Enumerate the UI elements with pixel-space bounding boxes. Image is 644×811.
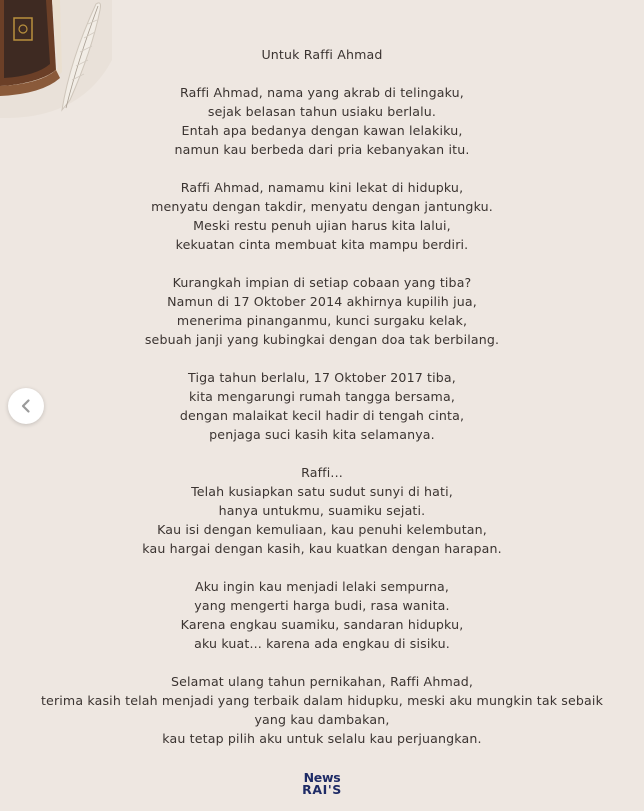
poem-stanzas — [40, 83, 604, 748]
poem-line: Kurangkah impian di setiap cobaan yang tiba? — [172, 275, 472, 290]
poem-line: Telah kusiapkan satu sudut sunyi di hati, — [191, 484, 453, 499]
poem-line: menerima pinanganmu, kunci surgaku kelak, — [176, 313, 468, 328]
stanza — [40, 577, 604, 653]
news-rais-logo — [296, 772, 348, 798]
poem-line: kita mengarungi rumah tangga bersama, — [188, 389, 455, 404]
poem-line: Tiga tahun berlalu, 17 Oktober 2017 tiba, — [188, 370, 456, 385]
poem-line: Karena engkau suamiku, sandaran hidupku, — [180, 617, 464, 632]
chevron-left-icon — [18, 398, 34, 414]
poem-line: penjaga suci kasih kita selamanya. — [209, 427, 435, 442]
poem-line: Raffi Ahmad, namamu kini lekat di hidupku, — [180, 180, 464, 195]
poem-title: Untuk Raffi Ahmad — [261, 47, 383, 62]
poem-line: terima kasih telah menjadi yang terbaik dalam hidupku, meski aku mungkin tak sebaik — [40, 693, 604, 708]
poem-line: kau hargai dengan kasih, kau kuatkan dengan harapan. — [142, 541, 502, 556]
stanza — [40, 463, 604, 558]
poem-line: namun kau berbeda dari pria kebanyakan itu. — [174, 142, 470, 157]
poem-line: Aku ingin kau menjadi lelaki sempurna, — [194, 579, 450, 594]
poem-line: aku kuat... karena ada engkau di sisiku. — [194, 636, 450, 651]
poem-line: kekuatan cinta membuat kita mampu berdiri. — [175, 237, 469, 252]
poem-line: Raffi Ahmad, nama yang akrab di telingaku, — [180, 85, 464, 100]
poem-line: Entah apa bedanya dengan kawan lelakiku, — [181, 123, 463, 138]
poem-line: Raffi... — [301, 465, 343, 480]
stanza — [40, 83, 604, 159]
poem-line: hanya untukmu, suamiku sejati. — [218, 503, 426, 518]
poem-line: sebuah janji yang kubingkai dengan doa tak berbilang. — [144, 332, 500, 347]
stanza — [40, 178, 604, 254]
stanza — [40, 273, 604, 349]
previous-slide-button[interactable] — [8, 388, 44, 424]
poem — [40, 45, 604, 767]
poem-line: kau tetap pilih aku untuk selalu kau perjuangkan. — [162, 731, 482, 746]
poem-line: menyatu dengan takdir, menyatu dengan jantungku. — [151, 199, 493, 214]
stanza — [40, 368, 604, 444]
poem-line: yang mengerti harga budi, rasa wanita. — [194, 598, 450, 613]
poem-line: Kau isi dengan kemuliaan, kau penuhi kelembutan, — [157, 522, 487, 537]
logo-line-1: News — [303, 770, 341, 785]
logo-line-2: RAI'S — [302, 782, 342, 797]
stanza — [40, 672, 604, 748]
poem-line: dengan malaikat kecil hadir di tengah cinta, — [179, 408, 465, 423]
poem-line: sejak belasan tahun usiaku berlalu. — [207, 104, 437, 119]
poem-line: yang kau dambakan, — [254, 712, 390, 727]
poem-line: Namun di 17 Oktober 2014 akhirnya kupilih jua, — [167, 294, 477, 309]
poem-line: Selamat ulang tahun pernikahan, Raffi Ahmad, — [170, 674, 474, 689]
poem-line: Meski restu penuh ujian harus kita lalui, — [193, 218, 451, 233]
